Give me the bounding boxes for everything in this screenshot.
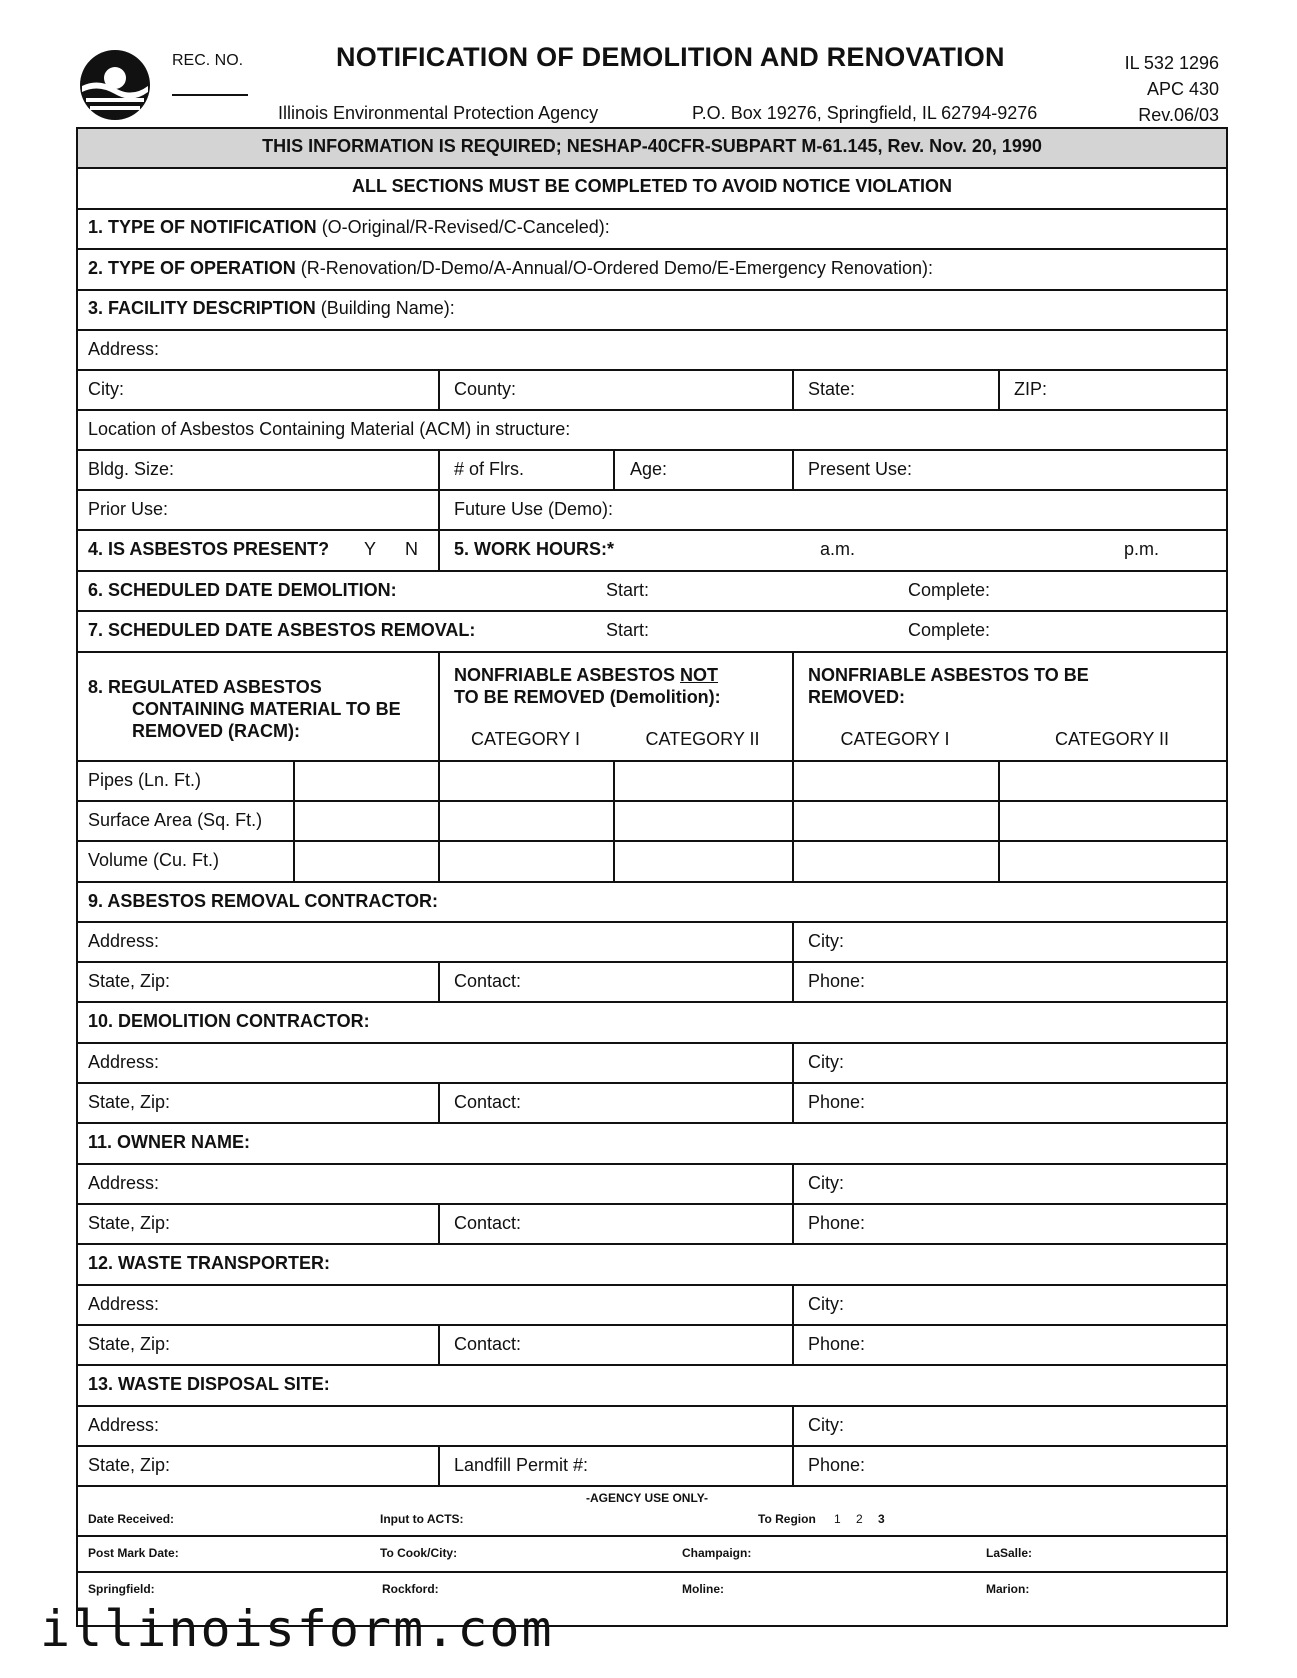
- type-of-operation-field[interactable]: [88, 258, 933, 279]
- row-divider: [76, 167, 1228, 169]
- removal-complete-field[interactable]: Complete:: [908, 620, 991, 640]
- row-divider: [76, 961, 1228, 963]
- owner-address-field[interactable]: Address:: [88, 1173, 160, 1193]
- disposal-city-field[interactable]: City:: [808, 1415, 844, 1435]
- pipes-row-label: Pipes (Ln. Ft.): [88, 770, 202, 790]
- asbestos-present-label: 4. IS ASBESTOS PRESENT?: [88, 539, 330, 559]
- row-divider: [76, 1284, 1228, 1286]
- row-divider: [76, 1571, 1228, 1573]
- row-divider: [76, 610, 1228, 612]
- col-divider: [438, 651, 440, 881]
- floors-field[interactable]: # of Flrs.: [454, 459, 525, 479]
- row-divider: [76, 1445, 1228, 1447]
- required-banner: THIS INFORMATION IS REQUIRED; NESHAP-40CFR-SUBPART M-61.145, Rev. Nov. 20, 1990: [262, 136, 1042, 156]
- form-frame: [76, 127, 1228, 1627]
- row-divider: [76, 1485, 1228, 1487]
- date-received-field[interactable]: Date Received:: [88, 1512, 175, 1526]
- heading-text: TO BE REMOVED (Demolition):: [454, 687, 721, 707]
- owner-name-label: 11. OWNER NAME:: [88, 1132, 251, 1152]
- row-divider: [76, 449, 1228, 451]
- col-divider: [293, 760, 295, 881]
- transporter-contact-field[interactable]: Contact:: [454, 1334, 522, 1354]
- input-acts-field[interactable]: Input to ACTS:: [380, 1512, 464, 1526]
- racm-heading-line: CONTAINING MATERIAL TO BE: [132, 699, 401, 719]
- col-divider: [998, 760, 1000, 881]
- owner-city-field[interactable]: City:: [808, 1173, 844, 1193]
- heading-text: NONFRIABLE ASBESTOS: [454, 665, 681, 685]
- row-divider: [76, 800, 1228, 802]
- demolition-complete-field[interactable]: Complete:: [908, 580, 991, 600]
- heading-text: NONFRIABLE ASBESTOS TO BE: [808, 665, 1089, 685]
- post-mark-date-field[interactable]: Post Mark Date:: [88, 1546, 179, 1560]
- removal-start-field[interactable]: Start:: [606, 620, 650, 640]
- transporter-state-zip-field[interactable]: State, Zip:: [88, 1334, 171, 1354]
- springfield-field[interactable]: Springfield:: [88, 1582, 155, 1596]
- col-divider: [792, 1163, 794, 1243]
- marion-field[interactable]: Marion:: [986, 1582, 1030, 1596]
- removal-contractor-state-zip-field[interactable]: State, Zip:: [88, 971, 171, 991]
- heading-text: REMOVED:: [808, 687, 906, 707]
- transporter-address-field[interactable]: Address:: [88, 1294, 160, 1314]
- row-divider: [76, 1203, 1228, 1205]
- rockford-field[interactable]: Rockford:: [382, 1582, 439, 1596]
- row-divider: [76, 1001, 1228, 1003]
- form-code-line: Rev.06/03: [1138, 105, 1219, 125]
- present-use-field[interactable]: Present Use:: [808, 459, 913, 479]
- transporter-city-field[interactable]: City:: [808, 1294, 844, 1314]
- row-divider: [76, 248, 1228, 250]
- col-divider: [792, 369, 794, 409]
- work-hours-am-field[interactable]: a.m.: [820, 539, 856, 559]
- facility-state-field[interactable]: State:: [808, 379, 856, 399]
- region-option-1[interactable]: 1: [834, 1512, 841, 1526]
- demolition-contractor-phone-field[interactable]: Phone:: [808, 1092, 866, 1112]
- demolition-contractor-state-zip-field[interactable]: State, Zip:: [88, 1092, 171, 1112]
- col-divider: [613, 760, 615, 881]
- removal-contractor-contact-field[interactable]: Contact:: [454, 971, 522, 991]
- row-divider: [76, 289, 1228, 291]
- agency-use-title: -AGENCY USE ONLY-: [586, 1491, 709, 1505]
- removal-contractor-phone-field[interactable]: Phone:: [808, 971, 866, 991]
- row-divider: [76, 651, 1228, 653]
- category-ii-header: CATEGORY II: [1054, 729, 1170, 749]
- col-divider: [438, 369, 440, 409]
- col-divider: [438, 1082, 440, 1122]
- col-divider: [792, 1405, 794, 1485]
- col-divider: [792, 1042, 794, 1122]
- row-divider: [76, 760, 1228, 762]
- future-use-field[interactable]: Future Use (Demo):: [454, 499, 614, 519]
- demolition-contractor-city-field[interactable]: City:: [808, 1052, 844, 1072]
- racm-heading: [88, 676, 401, 742]
- row-divider: [76, 369, 1228, 371]
- col-divider: [792, 651, 794, 881]
- heading-emphasis: NOT: [680, 665, 719, 685]
- disposal-phone-field[interactable]: Phone:: [808, 1455, 866, 1475]
- asbestos-present-no[interactable]: N: [405, 539, 418, 559]
- transporter-phone-field[interactable]: Phone:: [808, 1334, 866, 1354]
- col-divider: [792, 921, 794, 1001]
- section-label: 1. TYPE OF NOTIFICATION: [88, 217, 317, 237]
- row-divider: [76, 1243, 1228, 1245]
- row-divider: [76, 529, 1228, 531]
- row-divider: [76, 840, 1228, 842]
- region-option-2[interactable]: 2: [856, 1512, 863, 1526]
- facility-county-field[interactable]: County:: [454, 379, 517, 399]
- waste-disposal-site-label: 13. WASTE DISPOSAL SITE:: [88, 1374, 330, 1394]
- facility-address-field[interactable]: Address:: [88, 339, 160, 359]
- col-divider: [438, 449, 440, 570]
- row-divider: [76, 1042, 1228, 1044]
- acm-location-field[interactable]: Location of Asbestos Containing Material (ACM) in structure:: [88, 419, 571, 439]
- all-sections-banner: ALL SECTIONS MUST BE COMPLETED TO AVOID NOTICE VIOLATION: [351, 176, 953, 196]
- work-hours-label: 5. WORK HOURS:*: [454, 539, 615, 559]
- row-divider: [76, 1405, 1228, 1407]
- demolition-contractor-address-field[interactable]: Address:: [88, 1052, 160, 1072]
- category-ii-header: CATEGORY II: [645, 729, 760, 749]
- row-divider: [76, 489, 1228, 491]
- demolition-contractor-label: 10. DEMOLITION CONTRACTOR:: [88, 1011, 370, 1031]
- col-divider: [792, 449, 794, 489]
- row-divider: [76, 1163, 1228, 1165]
- landfill-permit-field[interactable]: Landfill Permit #:: [454, 1455, 589, 1475]
- row-divider: [76, 329, 1228, 331]
- facility-zip-field[interactable]: ZIP:: [1014, 379, 1048, 399]
- row-divider: [76, 1535, 1228, 1537]
- row-divider: [76, 570, 1228, 572]
- demolition-date-label: 6. SCHEDULED DATE DEMOLITION:: [88, 580, 397, 600]
- row-divider: [76, 208, 1228, 210]
- row-divider: [76, 409, 1228, 411]
- to-region-label: To Region: [758, 1512, 816, 1526]
- row-divider: [76, 1364, 1228, 1366]
- owner-phone-field[interactable]: Phone:: [808, 1213, 866, 1233]
- prior-use-field[interactable]: Prior Use:: [88, 499, 169, 519]
- col-divider: [438, 1203, 440, 1243]
- disposal-state-zip-field[interactable]: State, Zip:: [88, 1455, 171, 1475]
- watermark: illinoisform.com: [40, 1600, 554, 1658]
- facility-city-field[interactable]: City:: [88, 379, 124, 399]
- col-divider: [438, 1445, 440, 1485]
- row-divider: [76, 921, 1228, 923]
- champaign-field[interactable]: Champaign:: [682, 1546, 752, 1560]
- col-divider: [438, 1324, 440, 1364]
- col-divider: [613, 449, 615, 489]
- type-of-notification-field[interactable]: [88, 217, 610, 238]
- col-divider: [998, 369, 1000, 409]
- waste-transporter-label: 12. WASTE TRANSPORTER:: [88, 1253, 331, 1273]
- age-field[interactable]: Age:: [630, 459, 668, 479]
- owner-state-zip-field[interactable]: State, Zip:: [88, 1213, 171, 1233]
- agency-address: P.O. Box 19276, Springfield, IL 62794-9276: [692, 103, 1038, 123]
- section-label: 2. TYPE OF OPERATION: [88, 258, 296, 278]
- to-cook-city-field[interactable]: To Cook/City:: [380, 1546, 458, 1560]
- region-option-3[interactable]: 3: [878, 1512, 885, 1526]
- row-divider: [76, 1122, 1228, 1124]
- form-code-line: APC 430: [1146, 79, 1219, 99]
- form-code: [1125, 50, 1219, 128]
- section-hint: (O-Original/R-Revised/C-Canceled):: [316, 217, 610, 237]
- category-i-header: CATEGORY I: [470, 729, 581, 749]
- removal-date-label: 7. SCHEDULED DATE ASBESTOS REMOVAL:: [88, 620, 476, 640]
- surface-area-row-label: Surface Area (Sq. Ft.): [88, 810, 263, 830]
- illinois-epa-logo: [78, 48, 152, 122]
- nonfriable-not-removed-heading: [454, 664, 721, 708]
- section-hint: (Building Name):: [315, 298, 455, 318]
- asbestos-present-yes[interactable]: Y: [364, 539, 377, 559]
- disposal-address-field[interactable]: Address:: [88, 1415, 160, 1435]
- removal-contractor-city-field[interactable]: City:: [808, 931, 844, 951]
- owner-contact-field[interactable]: Contact:: [454, 1213, 522, 1233]
- racm-heading-line: 8. REGULATED ASBESTOS: [88, 677, 322, 697]
- page-title: NOTIFICATION OF DEMOLITION AND RENOVATION: [336, 42, 1005, 72]
- lasalle-field[interactable]: LaSalle:: [986, 1546, 1033, 1560]
- demolition-contractor-contact-field[interactable]: Contact:: [454, 1092, 522, 1112]
- col-divider: [438, 961, 440, 1001]
- row-divider: [76, 1324, 1228, 1326]
- agency-name: Illinois Environmental Protection Agency: [278, 103, 599, 123]
- moline-field[interactable]: Moline:: [682, 1582, 724, 1596]
- removal-contractor-label: 9. ASBESTOS REMOVAL CONTRACTOR:: [88, 891, 439, 911]
- bldg-size-field[interactable]: Bldg. Size:: [88, 459, 175, 479]
- volume-row-label: Volume (Cu. Ft.): [88, 850, 220, 870]
- rec-no-field[interactable]: [172, 94, 248, 96]
- row-divider: [76, 1082, 1228, 1084]
- nonfriable-removed-heading: [808, 664, 1089, 708]
- form-code-line: IL 532 1296: [1124, 53, 1219, 73]
- col-divider: [792, 1284, 794, 1364]
- rec-no-label: REC. NO.: [172, 52, 244, 69]
- category-i-header: CATEGORY I: [840, 729, 950, 749]
- racm-heading-line: REMOVED (RACM):: [132, 721, 300, 741]
- facility-name-field[interactable]: [88, 298, 455, 319]
- row-divider: [76, 881, 1228, 883]
- section-label: 3. FACILITY DESCRIPTION: [88, 298, 316, 318]
- section-hint: (R-Renovation/D-Demo/A-Annual/O-Ordered Demo/E-Emergency Renovation):: [295, 258, 933, 278]
- removal-contractor-address-field[interactable]: Address:: [88, 931, 160, 951]
- demolition-start-field[interactable]: Start:: [606, 580, 650, 600]
- work-hours-pm-field[interactable]: p.m.: [1124, 539, 1160, 559]
